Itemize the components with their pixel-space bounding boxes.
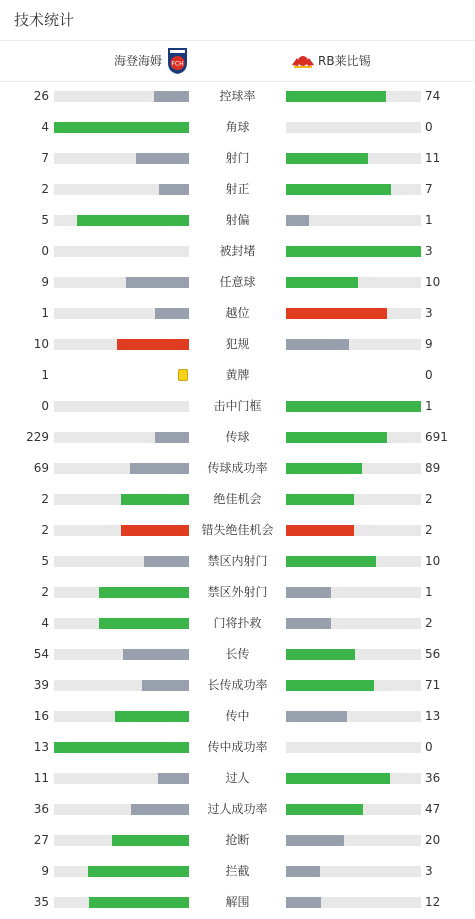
home-bar-fill <box>99 587 189 598</box>
home-value: 26 <box>33 89 49 103</box>
home-value: 54 <box>33 647 49 661</box>
away-value: 1 <box>425 213 433 227</box>
home-value: 4 <box>41 616 49 630</box>
away-bar-fill <box>286 897 321 908</box>
home-bar-track <box>54 215 189 226</box>
away-team-crest-icon[interactable] <box>291 52 315 70</box>
stat-label: 禁区内射门 <box>207 554 268 568</box>
away-value: 12 <box>425 895 441 909</box>
away-bar-fill <box>286 680 374 691</box>
stat-label: 解围 <box>225 895 250 909</box>
away-bar-fill <box>286 556 376 567</box>
home-value: 16 <box>33 709 49 723</box>
home-bar-track <box>54 246 189 257</box>
stat-row <box>0 887 475 918</box>
stat-row <box>0 577 475 608</box>
stat-row <box>0 205 475 236</box>
away-bar-fill <box>286 277 358 288</box>
home-bar-fill <box>121 494 189 505</box>
home-bar-track <box>54 184 189 195</box>
home-bar-track <box>54 773 189 784</box>
away-value: 13 <box>425 709 441 723</box>
home-bar-track <box>54 308 189 319</box>
stat-label: 传球 <box>225 430 250 444</box>
stat-label: 过人 <box>225 771 250 785</box>
away-value: 2 <box>425 523 433 537</box>
home-bar-track <box>54 866 189 877</box>
away-bar-track <box>286 711 421 722</box>
home-value: 27 <box>33 833 49 847</box>
home-team-crest-icon[interactable] <box>167 47 188 75</box>
home-bar-track <box>54 432 189 443</box>
stat-row <box>0 81 475 112</box>
home-value: 2 <box>41 492 49 506</box>
away-value: 10 <box>425 275 441 289</box>
away-team-name[interactable]: RB莱比锡 <box>318 54 371 68</box>
away-bar-track <box>286 277 421 288</box>
away-bar-track <box>286 742 421 753</box>
stat-label: 拦截 <box>225 864 250 878</box>
away-bar-fill <box>286 649 355 660</box>
away-bar-fill <box>286 587 331 598</box>
stat-row <box>0 329 475 360</box>
away-bar-track <box>286 804 421 815</box>
away-value: 1 <box>425 585 433 599</box>
home-value: 229 <box>26 430 49 444</box>
stat-label: 绝佳机会 <box>213 492 262 506</box>
stat-row <box>0 608 475 639</box>
home-bar-track <box>54 897 189 908</box>
home-bar-fill <box>131 804 189 815</box>
stat-label: 抢断 <box>225 833 250 847</box>
stat-row <box>0 298 475 329</box>
away-bar-fill <box>286 494 354 505</box>
home-value: 69 <box>33 461 49 475</box>
stat-row <box>0 639 475 670</box>
stat-label: 犯规 <box>225 337 250 351</box>
home-value: 11 <box>33 771 49 785</box>
stat-row <box>0 856 475 887</box>
stat-row <box>0 763 475 794</box>
home-value: 13 <box>33 740 49 754</box>
away-value: 9 <box>425 337 433 351</box>
away-bar-fill <box>286 432 387 443</box>
away-value: 3 <box>425 306 433 320</box>
home-bar-fill <box>136 153 189 164</box>
home-bar-fill <box>144 556 189 567</box>
away-bar-track <box>286 866 421 877</box>
home-value: 1 <box>41 306 49 320</box>
away-bar-fill <box>286 463 362 474</box>
home-value: 9 <box>41 864 49 878</box>
away-bar-track <box>286 525 421 536</box>
away-bar-track <box>286 308 421 319</box>
home-bar-track <box>54 742 189 753</box>
page-title: 技术统计 <box>14 11 75 29</box>
home-value: 0 <box>41 399 49 413</box>
away-bar-fill <box>286 91 386 102</box>
away-bar-fill <box>286 773 390 784</box>
away-value: 74 <box>425 89 441 103</box>
home-bar-fill <box>155 308 189 319</box>
home-bar-fill <box>89 897 189 908</box>
home-bar-track <box>54 401 189 412</box>
away-bar-fill <box>286 711 347 722</box>
away-bar-track <box>286 463 421 474</box>
away-bar-fill <box>286 339 349 350</box>
stat-label: 射门 <box>225 151 250 165</box>
home-bar-fill <box>117 339 189 350</box>
away-bar-track <box>286 556 421 567</box>
home-bar-track <box>54 711 189 722</box>
home-value: 36 <box>33 802 49 816</box>
home-bar-fill <box>121 525 189 536</box>
stat-label: 越位 <box>225 306 250 320</box>
away-value: 3 <box>425 864 433 878</box>
home-bar-track <box>54 804 189 815</box>
svg-text:FCH: FCH <box>171 60 184 68</box>
away-value: 1 <box>425 399 433 413</box>
away-bar-track <box>286 618 421 629</box>
home-bar-fill <box>115 711 189 722</box>
home-bar-fill <box>112 835 189 846</box>
home-bar-track <box>54 649 189 660</box>
stat-label: 传中成功率 <box>207 740 268 754</box>
away-value: 2 <box>425 616 433 630</box>
stat-label: 击中门框 <box>213 399 262 413</box>
stat-label: 黄牌 <box>225 368 250 382</box>
home-bar-fill <box>159 184 189 195</box>
away-value: 11 <box>425 151 441 165</box>
away-bar-fill <box>286 308 387 319</box>
stat-row <box>0 701 475 732</box>
stat-row <box>0 794 475 825</box>
away-value: 47 <box>425 802 441 816</box>
stat-label: 长传 <box>225 647 250 661</box>
away-bar-fill <box>286 835 344 846</box>
stat-row <box>0 453 475 484</box>
home-bar-track <box>54 91 189 102</box>
home-bar-fill <box>54 742 189 753</box>
away-value: 89 <box>425 461 441 475</box>
away-value: 691 <box>425 430 448 444</box>
stat-label: 角球 <box>225 120 250 134</box>
stat-label: 控球率 <box>219 89 256 103</box>
home-bar-track <box>54 525 189 536</box>
home-value: 35 <box>33 895 49 909</box>
home-bar-fill <box>123 649 189 660</box>
stat-label: 长传成功率 <box>207 678 268 692</box>
stat-row <box>0 515 475 546</box>
home-bar-fill <box>126 277 189 288</box>
home-team-name[interactable]: 海登海姆 <box>113 54 162 68</box>
away-bar-fill <box>286 246 421 257</box>
away-value: 71 <box>425 678 441 692</box>
stat-label: 被封堵 <box>219 244 256 258</box>
stat-row <box>0 422 475 453</box>
away-bar-fill <box>286 184 391 195</box>
away-value: 0 <box>425 740 433 754</box>
away-value: 2 <box>425 492 433 506</box>
stat-label: 传球成功率 <box>207 461 268 475</box>
stat-row <box>0 267 475 298</box>
stat-label: 禁区外射门 <box>207 585 268 599</box>
home-bar-fill <box>155 432 189 443</box>
stat-row <box>0 825 475 856</box>
stat-row <box>0 484 475 515</box>
home-bar-track <box>54 835 189 846</box>
away-bar-track <box>286 897 421 908</box>
home-bar-track <box>54 463 189 474</box>
stat-label: 错失绝佳机会 <box>201 523 274 537</box>
away-bar-track <box>286 773 421 784</box>
away-bar-track <box>286 184 421 195</box>
yellow-card-icon <box>178 369 188 381</box>
away-value: 7 <box>425 182 433 196</box>
home-bar-track <box>54 587 189 598</box>
home-bar-fill <box>54 122 189 133</box>
away-bar-fill <box>286 804 363 815</box>
away-bar-fill <box>286 866 320 877</box>
home-bar-fill <box>99 618 189 629</box>
home-bar-track <box>54 556 189 567</box>
home-value: 5 <box>41 213 49 227</box>
away-bar-track <box>286 339 421 350</box>
away-value: 0 <box>425 368 433 382</box>
home-value: 5 <box>41 554 49 568</box>
away-value: 56 <box>425 647 441 661</box>
stat-row <box>0 732 475 763</box>
home-bar-track <box>54 277 189 288</box>
stat-row <box>0 360 475 391</box>
away-bar-track <box>286 649 421 660</box>
home-bar-fill <box>142 680 189 691</box>
stat-label: 过人成功率 <box>207 802 268 816</box>
away-bar-fill <box>286 401 421 412</box>
home-bar-fill <box>154 91 189 102</box>
away-bar-track <box>286 835 421 846</box>
away-bar-track <box>286 91 421 102</box>
stat-row <box>0 670 475 701</box>
stat-row <box>0 174 475 205</box>
away-value: 36 <box>425 771 441 785</box>
stat-row <box>0 236 475 267</box>
stat-label: 门将扑救 <box>213 616 262 630</box>
away-value: 0 <box>425 120 433 134</box>
away-bar-fill <box>286 153 368 164</box>
home-bar-track <box>54 494 189 505</box>
home-value: 9 <box>41 275 49 289</box>
home-bar-track <box>54 618 189 629</box>
away-value: 10 <box>425 554 441 568</box>
home-bar-track <box>54 122 189 133</box>
away-bar-fill <box>286 618 331 629</box>
away-value: 3 <box>425 244 433 258</box>
away-bar-track <box>286 432 421 443</box>
away-bar-track <box>286 401 421 412</box>
stat-row <box>0 391 475 422</box>
home-value: 2 <box>41 182 49 196</box>
away-bar-track <box>286 246 421 257</box>
home-bar-track <box>54 153 189 164</box>
home-value: 7 <box>41 151 49 165</box>
away-bar-track <box>286 122 421 133</box>
stat-row <box>0 546 475 577</box>
home-bar-track <box>54 339 189 350</box>
home-value: 1 <box>41 368 49 382</box>
home-value: 2 <box>41 585 49 599</box>
home-value: 4 <box>41 120 49 134</box>
stat-row <box>0 112 475 143</box>
home-bar-fill <box>130 463 189 474</box>
home-bar-track <box>54 680 189 691</box>
stat-label: 射正 <box>225 182 250 196</box>
stat-row <box>0 143 475 174</box>
away-bar-track <box>286 494 421 505</box>
away-bar-fill <box>286 525 354 536</box>
home-bar-fill <box>77 215 189 226</box>
away-value: 20 <box>425 833 441 847</box>
away-bar-track <box>286 153 421 164</box>
away-bar-track <box>286 680 421 691</box>
stat-label: 射偏 <box>225 213 250 227</box>
home-value: 0 <box>41 244 49 258</box>
away-bar-fill <box>286 215 309 226</box>
home-bar-fill <box>158 773 189 784</box>
home-value: 39 <box>33 678 49 692</box>
home-value: 2 <box>41 523 49 537</box>
stat-label: 任意球 <box>219 275 256 289</box>
stat-label: 传中 <box>225 709 250 723</box>
title-divider <box>0 40 475 41</box>
away-bar-track <box>286 587 421 598</box>
home-value: 10 <box>33 337 49 351</box>
away-bar-track <box>286 215 421 226</box>
home-bar-fill <box>88 866 189 877</box>
